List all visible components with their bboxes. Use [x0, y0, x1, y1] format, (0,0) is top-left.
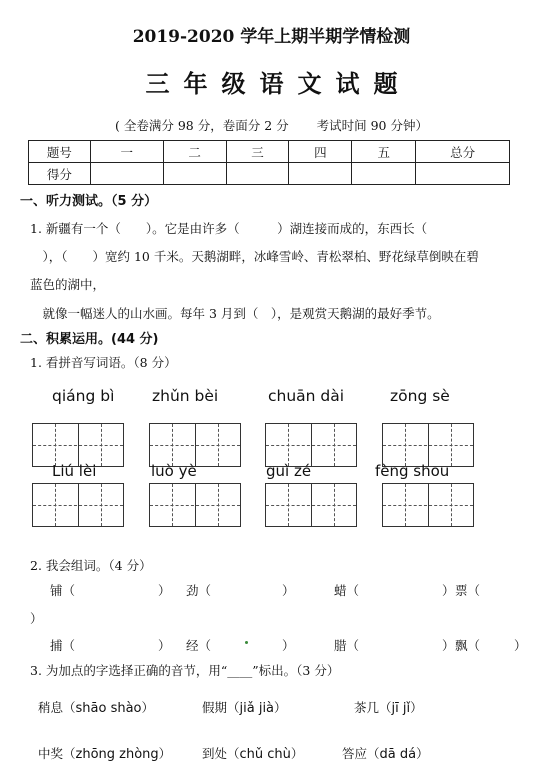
pinyin-word: guì zé [266, 462, 312, 480]
q2-close: ） [442, 638, 455, 653]
q3-close: ） [290, 746, 304, 761]
table-cell: 五 [352, 141, 416, 163]
q2-close: ） [282, 638, 295, 653]
score-input-cell[interactable] [163, 163, 226, 185]
score-input-cell[interactable] [416, 163, 510, 185]
table-cell: 四 [289, 141, 352, 163]
exam-subject: 三年级语文试题 [145, 69, 412, 98]
q3-word: 假期（ [202, 700, 240, 715]
pinyin-word: chuān dài [268, 387, 345, 405]
q2-close: ） [442, 583, 455, 598]
pinyin-word: zhǔn bèi [152, 387, 219, 405]
q3-word: 答应（ [342, 746, 380, 761]
writing-grid[interactable] [382, 423, 474, 467]
q3-word: 到处（ [202, 746, 240, 761]
table-cell: 总分 [416, 141, 510, 163]
q1-label: 1. 看拼音写词语。（8 分） [30, 355, 177, 370]
q2-char: 飘（ [455, 638, 481, 653]
table-cell: 题号 [29, 141, 91, 163]
writing-grid[interactable] [265, 483, 357, 527]
section1-line: ），（ ）宽约 10 千米。天鹅湖畔，冰峰雪岭、青松翠柏、野花绿草倒映在碧 [30, 249, 479, 264]
q3-pinyin-choices[interactable]: jī jǐ [391, 701, 411, 716]
q2-close: ） [30, 611, 43, 626]
score-input-cell[interactable] [352, 163, 416, 185]
pinyin-word: fèng shou [375, 462, 450, 480]
q3-option [342, 744, 429, 762]
writing-grid[interactable] [32, 483, 124, 527]
q2-char: 捕（ [50, 638, 76, 653]
section2-heading: 二、积累运用。(44 分) [20, 332, 159, 347]
q3-close: ） [158, 746, 172, 761]
q2-label: 2. 我会组词。（4 分） [30, 558, 152, 573]
q3-pinyin-choices[interactable]: zhōng zhòng [75, 747, 159, 762]
q2-close: ） [514, 638, 527, 653]
score-table-header-row [29, 141, 510, 163]
q3-option [38, 744, 171, 762]
exam-info-score: ( 全卷满分 98 分，卷面分 2 分 [115, 118, 289, 133]
q3-option [202, 698, 287, 716]
section1-line: 1. 新疆有一个（ ）。它是由许多（ ）湖连接而成的，东西长（ [30, 221, 428, 236]
writing-grid[interactable] [32, 423, 124, 467]
q2-char: 铺（ [50, 583, 76, 598]
section1-line: 蓝色的湖中， [30, 277, 106, 292]
exam-title: 2019-2020 学年上期半期学情检测 [132, 27, 411, 47]
green-dot-mark [245, 641, 248, 644]
writing-grid[interactable] [382, 483, 474, 527]
q3-option [354, 698, 423, 716]
q3-close: ） [410, 700, 423, 715]
q3-word: 中奖（ [38, 746, 76, 761]
pinyin-word: Liú lèi [52, 462, 97, 480]
q3-option [38, 698, 154, 716]
q2-close: ） [158, 638, 171, 653]
pinyin-word: luò yè [151, 462, 197, 480]
q2-char: 经（ [186, 638, 212, 653]
table-cell: 二 [163, 141, 226, 163]
q3-pinyin-choices[interactable]: dā dá [379, 747, 417, 762]
q3-pinyin-choices[interactable]: shāo shào [75, 701, 142, 716]
q2-char: 腊（ [334, 638, 360, 653]
q2-close: ） [282, 583, 295, 598]
writing-grid[interactable] [149, 483, 241, 527]
q3-option [202, 744, 303, 762]
q3-pinyin-choices[interactable]: chǔ chù [239, 747, 291, 762]
writing-grid[interactable] [265, 423, 357, 467]
q3-label: 3. 为加点的字选择正确的音节，用“____”标出。（3 分） [30, 663, 340, 678]
table-cell: 一 [90, 141, 163, 163]
pinyin-word: zōng sè [390, 387, 450, 405]
q2-close: ） [158, 583, 171, 598]
score-input-cell[interactable] [226, 163, 289, 185]
q2-char: 蜡（ [334, 583, 360, 598]
q3-close: ） [274, 700, 287, 715]
exam-info-time: 考试时间 90 分钟） [316, 118, 428, 133]
q3-close: ） [416, 746, 429, 761]
q2-char: 劲（ [186, 583, 212, 598]
score-table-score-row [29, 163, 510, 185]
table-cell: 得分 [29, 163, 91, 185]
q3-word: 茶几（ [354, 700, 392, 715]
q3-word: 稍息（ [38, 700, 76, 715]
score-input-cell[interactable] [90, 163, 163, 185]
pinyin-word: qiáng bì [52, 387, 115, 405]
section1-heading: 一、听力测试。（5 分） [20, 194, 158, 209]
q3-pinyin-choices[interactable]: jiǎ jià [239, 701, 275, 716]
q2-char: 票（ [455, 583, 481, 598]
table-cell: 三 [226, 141, 289, 163]
score-table [28, 140, 510, 185]
section1-line: 就像一幅迷人的山水画。每年 3 月到（ ），是观赏天鹅湖的最好季节。 [30, 306, 440, 321]
exam-info [0, 116, 543, 134]
q3-close: ） [141, 700, 155, 715]
writing-grid[interactable] [149, 423, 241, 467]
score-input-cell[interactable] [289, 163, 352, 185]
